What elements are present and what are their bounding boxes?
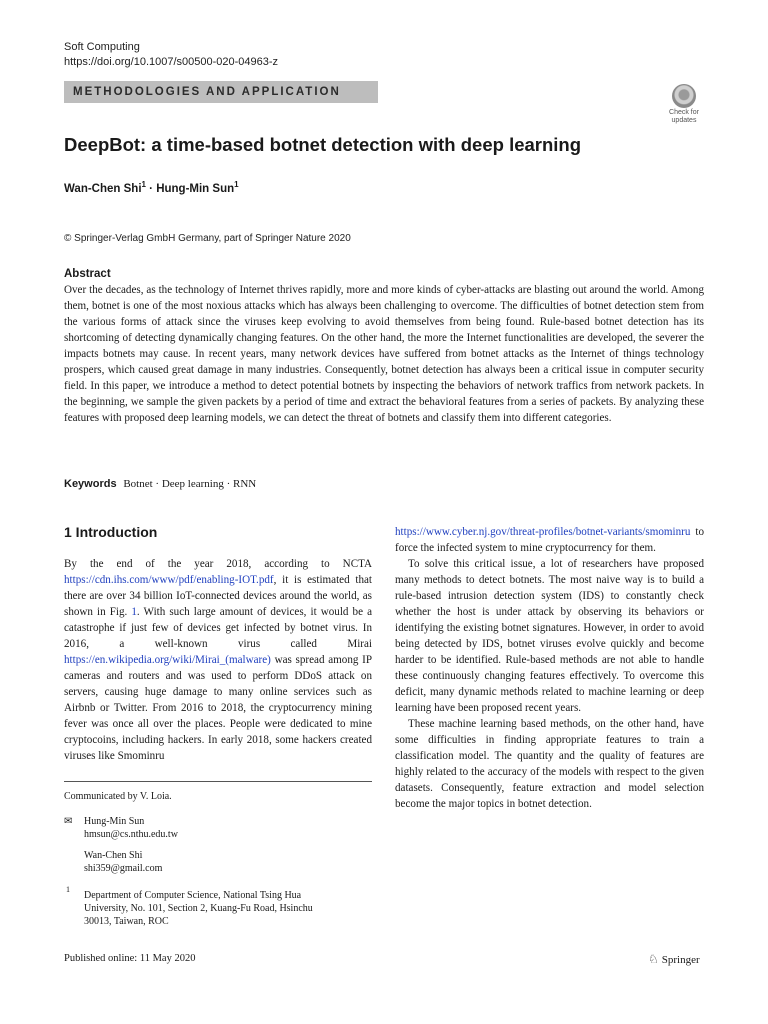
contact-name: Hung-Min Sun: [84, 816, 145, 827]
section-banner: METHODOLOGIES AND APPLICATION: [64, 81, 378, 103]
author-separator: ·: [145, 182, 157, 195]
publisher-logo: [648, 952, 700, 967]
paragraph: By the end of the year 2018, according to NCTA https://cdn.ihs.com/www/pdf/enabling-IOT.pdf, it is estimated that there are over 34 billion IoT-connected devices around the world, as shown in Fig. 1. With such large amount of devices, it would be a catastrophe if just few of devices get infected by botnet virus. In 2016, a well-known virus called Mirai https://en.wikipedia.org/wiki/Mirai_(malware) was spread among IP cameras and routers and was used to perform DDoS attack on servers, causing huge damage to many online services such as Airbnb or Twitter. From 2016 to 2018, the cryptocurrency mining fever was once all over the places. People were dedicated to mine cryptocoins, including hackers. In early 2018, some hackers created viruses like Smominru: [64, 558, 372, 762]
affiliation: Department of Computer Science, National Tsing Hua University, No. 101, Section 2, Kuang-Fu Road, Hsinchu 30013, Taiwan, ROC: [84, 890, 313, 927]
keywords-list: Botnet · Deep learning · RNN: [123, 478, 257, 490]
figure-reference[interactable]: 1: [131, 606, 137, 618]
contact-email[interactable]: hmsun@cs.nthu.edu.tw: [84, 829, 178, 840]
body-column-left: [64, 556, 372, 764]
author-list: [64, 180, 239, 195]
envelope-icon: ✉: [64, 816, 73, 827]
communicated-by: Communicated by V. Loia.: [64, 791, 172, 802]
paragraph: These machine learning based methods, on the other hand, have some difficulties in finding appropriate features to train a classification model. The quantity and the quality of features are highly related to the accuracy of the models with respect to the given datasets. Consequently, feature extraction and model selection become the major topics in botnet detection.: [395, 718, 704, 810]
journal-name: Soft Computing: [64, 41, 140, 53]
author-affiliation-marker: 1: [234, 180, 239, 189]
doi-link[interactable]: https://doi.org/10.1007/s00500-020-04963-z: [64, 56, 279, 68]
abstract-text: Over the decades, as the technology of Internet thrives rapidly, more and more kinds of cyber-attacks are blasting out around the world. Among them, botnet is one of the most noxious attacks which has always been challenging to overcome. The difficulties of botnet detection stem from the various forms of attack since the viruses keep evolving to avoid themselves from being found. Rule-based botnet detection has its shortcoming of detecting dynamically changing features. On the other hand, the more the Internet functionalities are developed, the severer the impacts botnets may cause. In recent years, many network devices have suffered from botnet attacks as the Internet of things technology prospers, which caused great damage in many industries. Consequently, botnet detection has always been a critical issue in computer security field. In this paper, we introduce a method to detect potential botnets by inspecting the behaviors of network traffics from network packets. In the beginning, we sample the given packets by a period of time and extract the behavioral features from a series of packets. By analyzing these features with proposed deep learning models, we can detect the threat of botnets and classify them into different categories.: [64, 284, 704, 424]
body-column-right: [395, 524, 704, 812]
author-name: Hung-Min Sun: [156, 182, 235, 195]
journal-header: [64, 40, 278, 70]
smominru-link[interactable]: https://www.cyber.nj.gov/threat-profiles/botnet-variants/smominru: [395, 526, 691, 538]
abstract-heading: Abstract: [64, 268, 111, 280]
copyright-notice: © Springer-Verlag GmbH Germany, part of Springer Nature 2020: [64, 233, 351, 244]
author-name: Wan-Chen Shi: [64, 182, 142, 195]
check-for-updates-badge[interactable]: [664, 84, 704, 126]
footnote-divider: [64, 781, 372, 782]
contact-name: Wan-Chen Shi: [84, 850, 143, 861]
crossmark-icon: [672, 84, 696, 108]
mirai-link[interactable]: https://en.wikipedia.org/wiki/Mirai_(malware): [64, 654, 271, 666]
ncta-link[interactable]: https://cdn.ihs.com/www/pdf/enabling-IOT.pdf: [64, 574, 274, 586]
crossmark-label: Check for updates: [669, 109, 699, 124]
springer-horse-icon: ♘: [648, 952, 659, 966]
affiliation-number: 1: [66, 885, 70, 894]
keywords-label: Keywords: [64, 478, 117, 490]
contact-email[interactable]: shi359@gmail.com: [84, 863, 163, 874]
corresponding-contacts: [84, 815, 178, 875]
paragraph: To solve this critical issue, a lot of researchers have proposed many methods to detect botnets. The most naive way is to build a rule-based intrusion detection system (IDS) to constantly check whether the host is under attack by observing its behaviors or identifying the existing botnet signatures. However, in order to avoid being detected by IDS, botnet viruses evolve quickly and become harder to be identified. Rule-based methods are not able to handle these continuously changing features effectively. To overcome this deficit, many dynamic methods related to machine learning or deep learning have been proposed recent years.: [395, 558, 704, 714]
publisher-name: Springer: [661, 954, 700, 966]
paper-title: DeepBot: a time-based botnet detection with deep learning: [64, 134, 582, 155]
paragraph-continuation: https://www.cyber.nj.gov/threat-profiles/botnet-variants/smominru to force the infected system to mine cryptocurrency for them.: [395, 526, 704, 554]
published-date: Published online: 11 May 2020: [64, 953, 196, 964]
author-affiliation-marker: 1: [141, 180, 146, 189]
keywords: [64, 478, 256, 490]
section-heading-introduction: 1 Introduction: [64, 524, 158, 540]
